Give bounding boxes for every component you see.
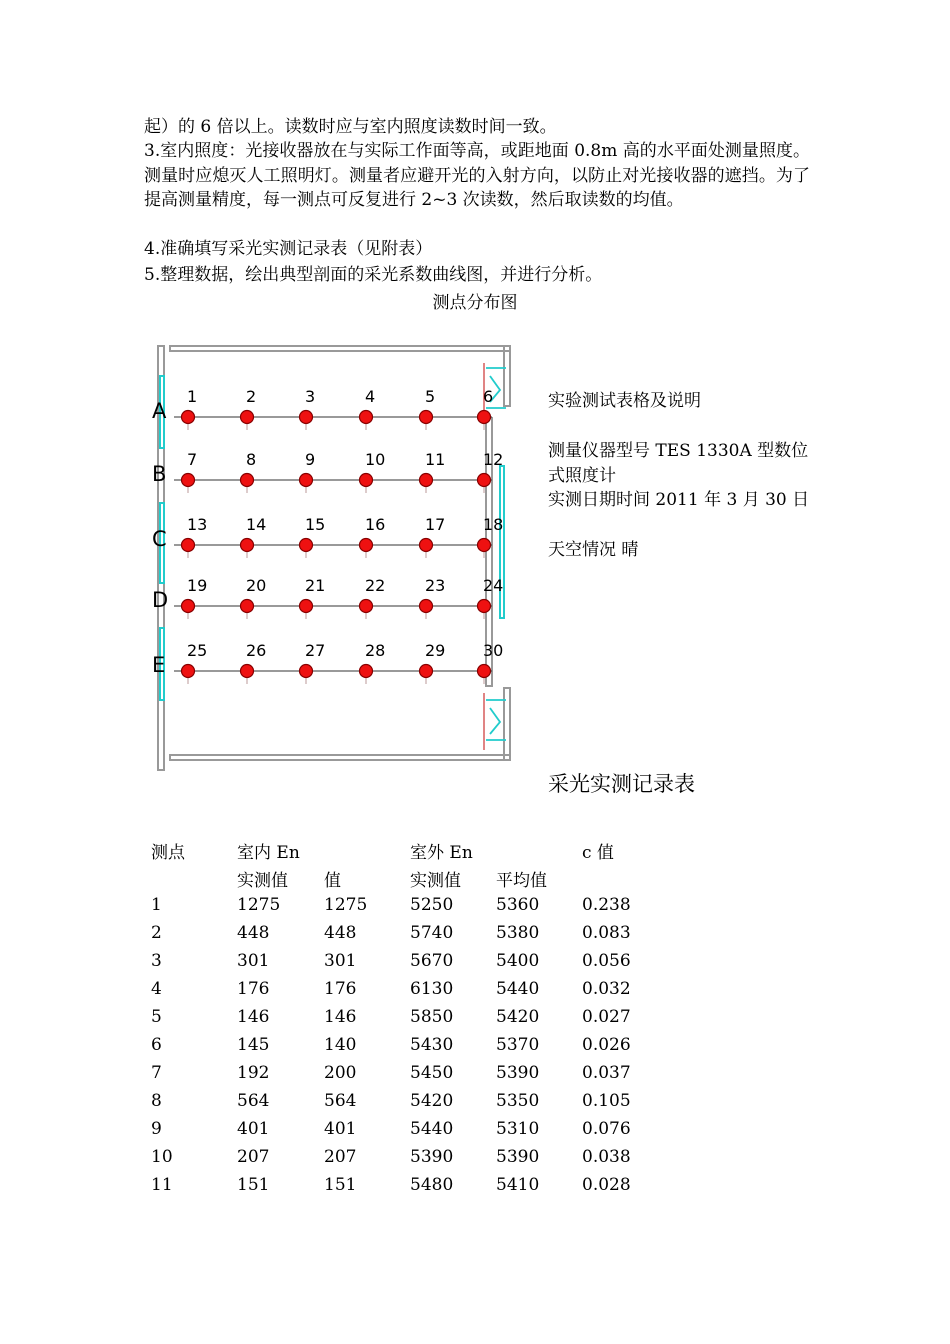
measurement-point-number: 24: [483, 576, 504, 595]
cell-outdoor-measured: 5430: [410, 1035, 454, 1055]
measurement-point-marker: [360, 665, 373, 678]
room-walls: [158, 346, 510, 770]
measurement-point-marker: [478, 474, 491, 487]
cell-indoor-measured: 176: [237, 979, 270, 999]
cell-c-value: 0.238: [582, 895, 631, 915]
measurement-point-marker: [478, 665, 491, 678]
cell-c-value: 0.056: [582, 951, 631, 971]
cell-c-value: 0.038: [582, 1147, 631, 1167]
measurement-point-marker: [420, 474, 433, 487]
measurement-point-marker: [241, 474, 254, 487]
cell-point: 1: [151, 895, 162, 915]
row-label-d: D: [152, 588, 169, 612]
measurement-point-marker: [300, 600, 313, 613]
measurement-point-marker: [420, 600, 433, 613]
measurement-point-number: 19: [187, 576, 208, 595]
measurement-point-number: 2: [246, 387, 257, 406]
measurement-point-number: 18: [483, 515, 504, 534]
cell-indoor-measured: 207: [237, 1147, 270, 1167]
cell-outdoor-average: 5410: [496, 1175, 540, 1195]
measurement-point-marker: [420, 665, 433, 678]
measurement-point-marker: [182, 600, 195, 613]
cell-outdoor-average: 5360: [496, 895, 540, 915]
diagram-title: 测点分布图: [432, 293, 518, 313]
header-outdoor-en: 室外 En: [410, 843, 473, 863]
cell-outdoor-average: 5380: [496, 923, 540, 943]
measurement-point-marker: [241, 665, 254, 678]
cell-c-value: 0.105: [582, 1091, 631, 1111]
measurement-point-marker: [360, 474, 373, 487]
cell-outdoor-average: 5350: [496, 1091, 540, 1111]
measurement-point-number: 5: [425, 387, 436, 406]
cell-indoor-measured: 448: [237, 923, 270, 943]
measurement-point-number: 25: [187, 641, 208, 660]
measurement-point-number: 3: [305, 387, 316, 406]
row-label-b: B: [152, 462, 167, 486]
measurement-point-marker: [241, 411, 254, 424]
cell-point: 2: [151, 923, 162, 943]
header-point: 测点: [151, 843, 185, 863]
cell-indoor-measured: 145: [237, 1035, 270, 1055]
measurement-point-marker: [360, 539, 373, 552]
cell-c-value: 0.028: [582, 1175, 631, 1195]
measurement-point-marker: [241, 600, 254, 613]
cell-outdoor-average: 5390: [496, 1063, 540, 1083]
cell-point: 10: [151, 1147, 173, 1167]
measurement-point-marker: [182, 665, 195, 678]
measurement-point-marker: [182, 411, 195, 424]
measurement-point-plan: [148, 338, 528, 776]
measurement-point-number: 17: [425, 515, 446, 534]
measurement-point-number: 15: [305, 515, 326, 534]
cell-c-value: 0.083: [582, 923, 631, 943]
measurement-point-marker: [360, 600, 373, 613]
cell-outdoor-measured: 5450: [410, 1063, 454, 1083]
cell-point: 7: [151, 1063, 162, 1083]
subheader-outdoor-measured: 实测值: [410, 871, 461, 891]
measurement-point-number: 9: [305, 450, 316, 469]
subheader-outdoor-average: 平均值: [496, 871, 547, 891]
measurement-point-number: 13: [187, 515, 208, 534]
paragraph-intro-end: 起）的 6 倍以上。读数时应与室内照度读数时间一致。: [144, 117, 557, 137]
measurement-point-marker: [182, 539, 195, 552]
measurement-point-number: 26: [246, 641, 267, 660]
measurement-point-number: 16: [365, 515, 386, 534]
measurement-point-number: 8: [246, 450, 257, 469]
cell-outdoor-measured: 6130: [410, 979, 454, 999]
cell-indoor-value: 301: [324, 951, 357, 971]
cell-indoor-value: 151: [324, 1175, 357, 1195]
cell-outdoor-average: 5420: [496, 1007, 540, 1027]
measurement-point-marker: [478, 600, 491, 613]
cell-indoor-measured: 146: [237, 1007, 270, 1027]
measurement-point-number: 6: [483, 387, 494, 406]
cell-indoor-value: 200: [324, 1063, 357, 1083]
cell-outdoor-average: 5390: [496, 1147, 540, 1167]
cell-indoor-value: 207: [324, 1147, 357, 1167]
paragraph-analysis-step: 5.整理数据，绘出典型剖面的采光系数曲线图，并进行分析。: [144, 265, 603, 285]
cell-outdoor-average: 5400: [496, 951, 540, 971]
measurement-point-number: 7: [187, 450, 198, 469]
measurement-point-number: 28: [365, 641, 386, 660]
cell-indoor-measured: 564: [237, 1091, 270, 1111]
cell-point: 5: [151, 1007, 162, 1027]
measurement-point-marker: [478, 539, 491, 552]
cell-point: 8: [151, 1091, 162, 1111]
measurement-point-number: 27: [305, 641, 326, 660]
cell-outdoor-measured: 5740: [410, 923, 454, 943]
cell-indoor-value: 146: [324, 1007, 357, 1027]
cell-outdoor-measured: 5440: [410, 1119, 454, 1139]
cell-outdoor-average: 5440: [496, 979, 540, 999]
cell-c-value: 0.026: [582, 1035, 631, 1055]
cell-indoor-measured: 401: [237, 1119, 270, 1139]
measurement-point-number: 4: [365, 387, 376, 406]
measurement-point-marker: [241, 539, 254, 552]
cell-outdoor-measured: 5670: [410, 951, 454, 971]
cell-outdoor-measured: 5480: [410, 1175, 454, 1195]
measurement-point-marker: [420, 411, 433, 424]
sky-condition: 天空情况 晴: [548, 540, 639, 560]
cell-outdoor-average: 5370: [496, 1035, 540, 1055]
measurement-point-number: 29: [425, 641, 446, 660]
cell-indoor-measured: 192: [237, 1063, 270, 1083]
cell-c-value: 0.076: [582, 1119, 631, 1139]
measurement-point-marker: [360, 411, 373, 424]
paragraph-indoor-illuminance: 3.室内照度：光接收器放在与实际工作面等高，或距地面 0.8m 高的水平面处测量照度。测量时应熄灭人工照明灯。测量者应避开光的入射方向，以防止对光接收器的遮挡。为了提高测量精度，每一测点可反复进行 2~3 次读数，然后取读数的均值。: [144, 141, 810, 210]
cell-indoor-value: 1275: [324, 895, 368, 915]
measurement-point-number: 10: [365, 450, 386, 469]
header-c-value: c 值: [582, 843, 614, 863]
measurement-point-number: 30: [483, 641, 504, 660]
cell-c-value: 0.032: [582, 979, 631, 999]
cell-indoor-value: 140: [324, 1035, 357, 1055]
cell-indoor-measured: 301: [237, 951, 270, 971]
cell-point: 6: [151, 1035, 162, 1055]
measurement-point-marker: [478, 411, 491, 424]
cell-outdoor-measured: 5420: [410, 1091, 454, 1111]
cell-outdoor-measured: 5250: [410, 895, 454, 915]
measurement-point-number: 21: [305, 576, 326, 595]
cell-indoor-value: 448: [324, 923, 357, 943]
measurement-point-marker: [300, 665, 313, 678]
measurement-point-number: 1: [187, 387, 198, 406]
cell-point: 9: [151, 1119, 162, 1139]
cell-outdoor-measured: 5390: [410, 1147, 454, 1167]
row-label-e: E: [152, 653, 166, 677]
subheader-indoor-value: 值: [324, 871, 341, 891]
paragraph-record-step: 4.准确填写采光实测记录表（见附表）: [144, 239, 433, 259]
cell-outdoor-measured: 5850: [410, 1007, 454, 1027]
measurement-point-number: 23: [425, 576, 446, 595]
row-label-a: A: [152, 399, 167, 423]
cell-c-value: 0.037: [582, 1063, 631, 1083]
cell-point: 3: [151, 951, 162, 971]
cell-indoor-value: 401: [324, 1119, 357, 1139]
info-heading: 实验测试表格及说明: [548, 391, 701, 411]
measurement-point-marker: [182, 474, 195, 487]
cell-indoor-measured: 151: [237, 1175, 270, 1195]
record-table-title: 采光实测记录表: [548, 772, 695, 796]
measurement-point-marker: [300, 539, 313, 552]
measurement-point-marker: [300, 411, 313, 424]
measurement-point-number: 20: [246, 576, 267, 595]
measurement-point-number: 14: [246, 515, 267, 534]
row-label-c: C: [152, 527, 167, 551]
cell-indoor-value: 564: [324, 1091, 357, 1111]
cell-indoor-value: 176: [324, 979, 357, 999]
cell-outdoor-average: 5310: [496, 1119, 540, 1139]
cell-point: 4: [151, 979, 162, 999]
subheader-indoor-measured: 实测值: [237, 871, 288, 891]
measurement-point-marker: [300, 474, 313, 487]
header-indoor-en: 室内 En: [237, 843, 300, 863]
measurement-point-number: 22: [365, 576, 386, 595]
instrument-model: 测量仪器型号 TES 1330A 型数位式照度计: [548, 441, 809, 486]
measurement-point-number: 12: [483, 450, 504, 469]
measurement-point-marker: [420, 539, 433, 552]
cell-point: 11: [151, 1175, 173, 1195]
cell-indoor-measured: 1275: [237, 895, 281, 915]
measurement-date: 实测日期时间 2011 年 3 月 30 日: [548, 490, 810, 510]
cell-c-value: 0.027: [582, 1007, 631, 1027]
measurement-point-number: 11: [425, 450, 446, 469]
